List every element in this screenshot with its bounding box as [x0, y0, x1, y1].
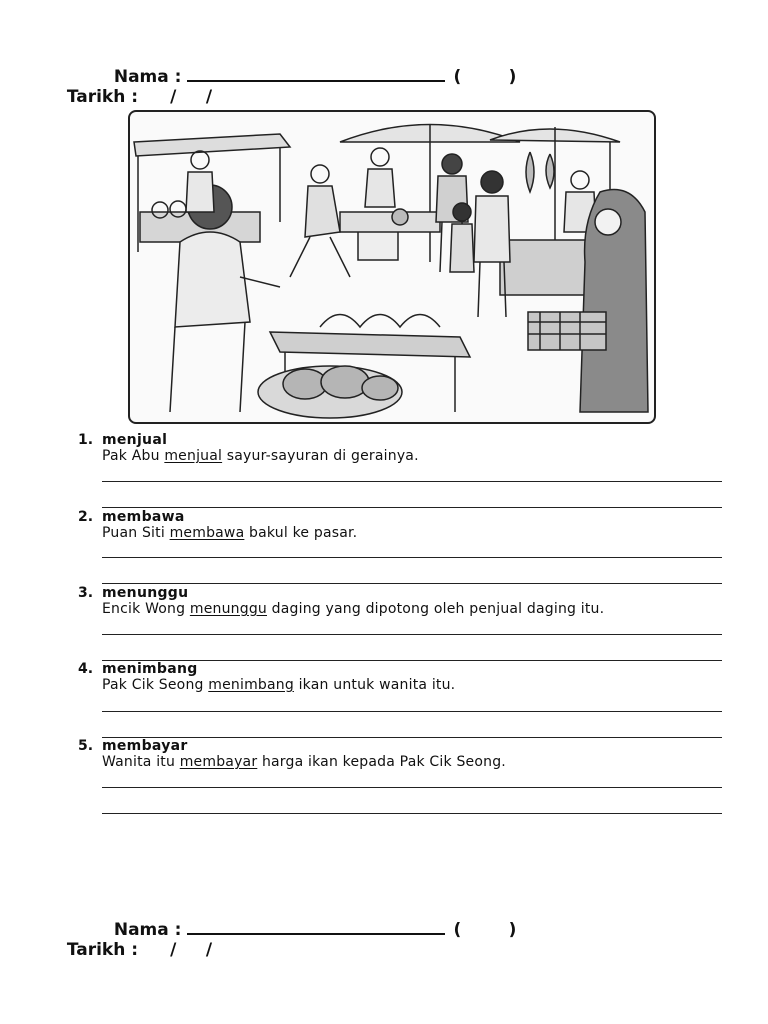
date-slashes: / / [170, 940, 213, 960]
name-blank-line[interactable] [187, 917, 445, 935]
keyword: menunggu [102, 585, 189, 601]
answer-line[interactable] [102, 787, 722, 788]
keyword: membawa [102, 509, 185, 525]
keyword: menjual [102, 432, 168, 448]
underlined-word: menunggu [189, 601, 267, 617]
example-sentence: Pak Cik Seong menimbang ikan untuk wanita itu. [102, 677, 456, 693]
question-2 [78, 509, 724, 589]
question-number: 1. [78, 432, 94, 448]
question-1 [78, 432, 724, 512]
example-sentence: Pak Abu menjual sayur-sayuran di gerainya. [102, 448, 419, 464]
answer-line[interactable] [102, 583, 722, 584]
underlined-word: membawa [169, 525, 245, 541]
answer-line[interactable] [102, 481, 722, 482]
question-number: 2. [78, 509, 94, 525]
class-number-paren: ( ) [453, 920, 517, 940]
date-slashes: / / [170, 87, 213, 107]
question-number: 5. [78, 738, 94, 754]
answer-line[interactable] [102, 634, 722, 635]
name-blank-line[interactable] [187, 64, 445, 82]
answer-line[interactable] [102, 557, 722, 558]
keyword: membayar [102, 738, 188, 754]
date-row-top [55, 67, 212, 107]
answer-line[interactable] [102, 813, 722, 814]
underlined-word: membayar [179, 754, 258, 770]
class-number-paren: ( ) [453, 67, 517, 87]
date-label: Tarikh : [66, 87, 139, 107]
example-sentence: Wanita itu membayar harga ikan kepada Pak Cik Seong. [102, 754, 506, 770]
date-row-bottom [55, 920, 212, 960]
question-4 [78, 661, 724, 741]
answer-line[interactable] [102, 507, 722, 508]
underlined-word: menimbang [208, 677, 294, 693]
question-number: 3. [78, 585, 94, 601]
question-number: 4. [78, 661, 94, 677]
question-5 [78, 738, 724, 818]
market-illustration [128, 110, 656, 424]
underlined-word: menjual [164, 448, 223, 464]
date-label: Tarikh : [66, 940, 139, 960]
name-label: Nama : [113, 920, 182, 940]
keyword: menimbang [102, 661, 198, 677]
answer-line[interactable] [102, 711, 722, 712]
name-label: Nama : [113, 67, 182, 87]
question-3 [78, 585, 724, 665]
example-sentence: Encik Wong menunggu daging yang dipotong oleh penjual daging itu. [102, 601, 605, 617]
example-sentence: Puan Siti membawa bakul ke pasar. [102, 525, 358, 541]
